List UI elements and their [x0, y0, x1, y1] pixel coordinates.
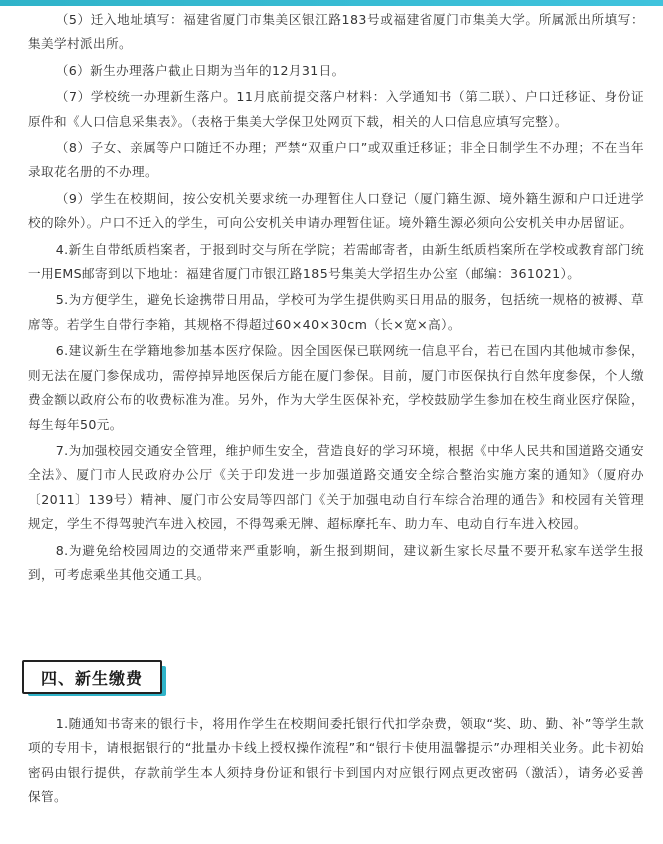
section-heading-box [22, 660, 162, 694]
document-body-top [28, 8, 644, 589]
paragraph-bank-card: 1.随通知书寄来的银行卡，将用作学生在校期间委托银行代扣学杂费，领取“奖、助、勤、补”等学生款项的专用卡，请根据银行的“批量办卡线上授权操作流程”和“银行卡使用温馨提示”办理相关业务。此卡初始密码由银行提供，存款前学生本人须持身份证和银行卡到国内对应银行网点更改密码（激活），请务必妥善保管。 [28, 716, 644, 805]
paragraph-transport-advice: 8.为避免给校园周边的交通带来严重影响，新生报到期间，建议新生家长尽量不要开私家车送学生报到，可考虑乘坐其他交通工具。 [28, 542, 644, 582]
section-title: 四、新生缴费 [40, 668, 143, 688]
paragraph-unified-registration: （7）学校统一办理新生落户。11月底前提交落户材料：入学通知书（第二联）、户口迁移证、身份证原件和《人口信息采集表》。（表格于集美大学保卫处网页下载，相关的人口信息应填写完整）。 [28, 89, 644, 129]
section-heading [22, 660, 172, 700]
paragraph-medical-insurance: 6.建议新生在学籍地参加基本医疗保险。因全国医保已联网统一信息平台，若已在国内其他城市参保，则无法在厦门参保成功，需停掉异地医保后方能在厦门参保。目前，厦门市医保执行自然年度参保，个人缴费金额以政府公布的收费标准为准。另外，作为大学生医保补充，学校鼓励学生参加在校生商业医疗保险，每生每年50元。 [28, 343, 644, 432]
paragraph-deadline: （6）新生办理落户截止日期为当年的12月31日。 [55, 62, 345, 78]
paragraph-residence-address: （5）迁入地址填写：福建省厦门市集美区银江路183号或福建省厦门市集美大学。所属派出所填写：集美学村派出所。 [28, 12, 644, 52]
paragraph-daily-necessities: 5.为方便学生，避免长途携带日用品，学校可为学生提供购买日用品的服务，包括统一规格的被褥、草席等。若学生自带行李箱，其规格不得超过60×40×30cm（长×宽×高）。 [28, 292, 644, 332]
paragraph-not-handled: （8）子女、亲属等户口随迁不办理；严禁“双重户口”或双重迁移证；非全日制学生不办理；不在当年录取花名册的不办理。 [28, 140, 644, 180]
paragraph-traffic-safety: 7.为加强校园交通安全管理，维护师生安全，营造良好的学习环境，根据《中华人民共和国道路交通安全法》、厦门市人民政府办公厅《关于印发进一步加强道路交通安全综合整治实施方案的通知》（厦府办〔2011〕139号）精神、厦门市公安局等四部门《关于加强电动自行车综合治理的通告》和校园有关管理规定，学生不得驾驶汽车进入校园，不得驾乘无牌、超标摩托车、助力车、电动自行车进入校园。 [28, 442, 644, 532]
document-body-bottom [28, 712, 644, 812]
paragraph-paper-archives: 4.新生自带纸质档案者，于报到时交与所在学院；若需邮寄者，由新生纸质档案所在学校或教育部门统一用EMS邮寄到以下地址：福建省厦门市银江路185号集美大学招生办公室（邮编：361021）。 [28, 241, 644, 282]
paragraph-temporary-residence: （9）学生在校期间，按公安机关要求统一办理暂住人口登记（厦门籍生源、境外籍生源和户口迁进学校的除外）。户口不迁入的学生，可向公安机关申请办理暂住证。境外籍生源必须向公安机关申办居留证。 [28, 190, 644, 231]
top-accent-bar [0, 0, 663, 6]
